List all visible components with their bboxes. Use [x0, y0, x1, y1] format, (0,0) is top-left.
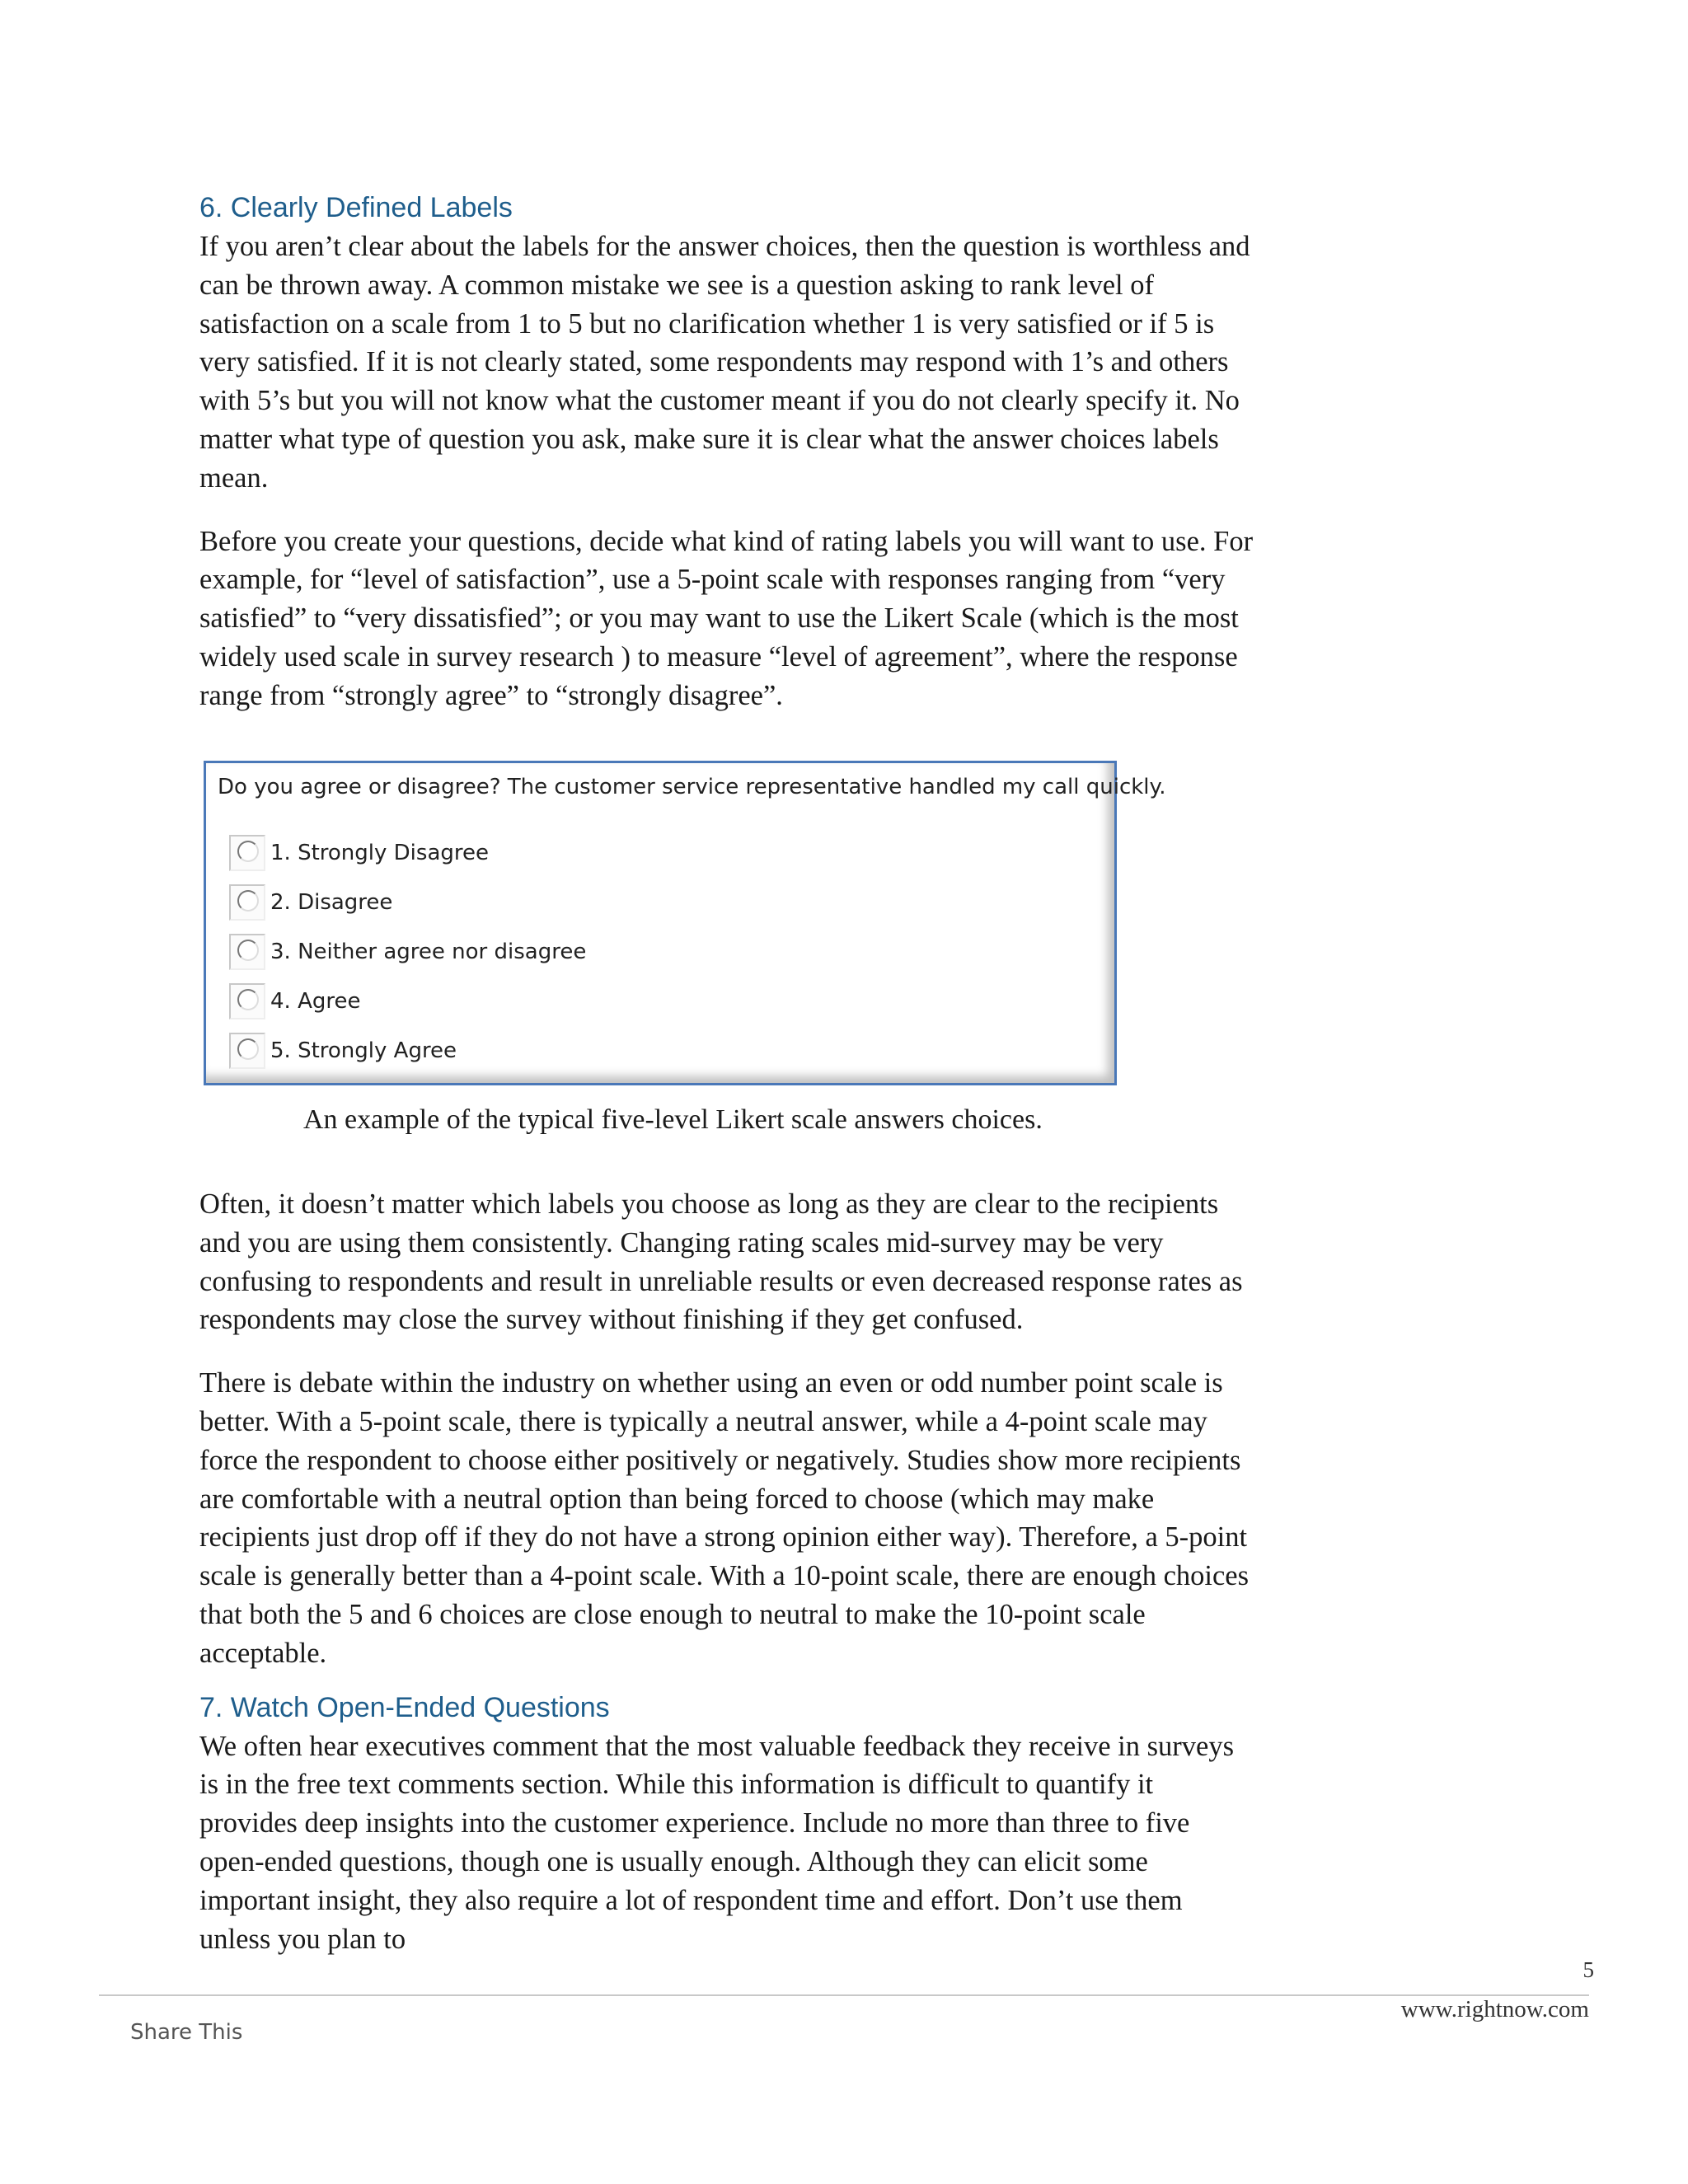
likert-option[interactable]	[229, 881, 392, 924]
radio-circle-icon	[237, 841, 259, 862]
radio-button[interactable]	[229, 934, 265, 970]
page-number: 5	[1582, 1957, 1594, 1982]
figure-caption: An example of the typical five-level Likert scale answers choices.	[303, 1104, 1043, 1135]
radio-button[interactable]	[229, 983, 265, 1019]
likert-scale-figure	[204, 761, 1166, 1085]
option-label: 1. Strongly Disagree	[270, 841, 489, 865]
radio-circle-icon	[237, 989, 259, 1010]
paragraph: Before you create your questions, decide what kind of rating labels you will want to use. For example, for “level of satisfaction”, use a 5-point scale with responses ranging from “very satisfied” to “very dissatisfied”; or you may want to use the Likert Scale (which is the most widely used scale in survey research ) to measure “level of agreement”, where the response range from “strongly agree” to “strongly disagree”.	[199, 525, 1254, 711]
footer-divider	[99, 1994, 1589, 1996]
figure-question: Do you agree or disagree? The customer service representative handled my call quickly.	[218, 775, 1166, 799]
paragraph-gap	[199, 1673, 1254, 1688]
likert-option[interactable]	[229, 832, 489, 874]
likert-option[interactable]	[229, 930, 586, 973]
lower-content	[199, 1185, 1254, 1958]
option-label: 2. Disagree	[270, 890, 393, 915]
paragraph: If you aren’t clear about the labels for the answer choices, then the question is worthless and can be thrown away. A common mistake we see is a question asking to rank level of satisfaction on a scale from 1 to 5 but no clarification whether 1 is very satisfied or if 5 is very satisfied. If it is not clearly stated, some respondents may respond with 1’s and others with 5’s but you will not know what the customer meant if you do not clearly specify it. No matter what type of question you ask, make sure it is clear what the answer choices labels mean.	[199, 231, 1250, 494]
section-heading-7: 7. Watch Open-Ended Questions	[199, 1691, 610, 1723]
radio-circle-icon	[237, 1038, 259, 1060]
radio-button[interactable]	[229, 835, 265, 871]
radio-button[interactable]	[229, 1033, 265, 1069]
likert-option[interactable]	[229, 1029, 457, 1072]
option-label: 4. Agree	[270, 989, 361, 1014]
paragraph-gap	[199, 1339, 1254, 1364]
option-label: 5. Strongly Agree	[270, 1038, 457, 1063]
paragraph-gap	[199, 498, 1254, 523]
section-heading-6: 6. Clearly Defined Labels	[199, 192, 513, 223]
paragraph: Often, it doesn’t matter which labels you choose as long as they are clear to the recipients and you are using them consistently. Changing rating scales mid-survey may be very confusing to respondents and result in unreliable results or even decreased response rates as respondents may close the survey without finishing if they get confused.	[199, 1188, 1243, 1336]
paragraph: We often hear executives comment that the most valuable feedback they receive in surveys is in the free text comments section. While this information is difficult to quantify it provides deep insights into the customer experience. Include no more than three to five open-ended questions, though one is usually enough. Although they can elicit some important insight, they also require a lot of respondent time and effort. Don’t use them unless you plan to	[199, 1730, 1235, 1955]
likert-option[interactable]	[229, 980, 360, 1023]
radio-circle-icon	[237, 890, 259, 912]
footer-url[interactable]: www.rightnow.com	[1400, 1996, 1589, 2022]
paragraph: There is debate within the industry on whether using an even or odd number point scale is better. With a 5-point scale, there is typically a neutral answer, while a 4-point scale may force the respondent to choose either positively or negatively. Studies show more recipients are comfortable with a neutral option than being forced to choose (which may make recipients just drop off if they do not have a strong opinion either way). Therefore, a 5-point scale is generally better than a 4-point scale. With a 10-point scale, there are enough choices that both the 5 and 6 choices are close enough to neutral to make the 10-point scale acceptable.	[199, 1367, 1250, 1669]
radio-button[interactable]	[229, 884, 265, 921]
radio-circle-icon	[237, 940, 259, 961]
option-label: 3. Neither agree nor disagree	[270, 940, 587, 964]
share-this-link[interactable]: Share This	[130, 2020, 243, 2045]
upper-content	[199, 188, 1254, 715]
